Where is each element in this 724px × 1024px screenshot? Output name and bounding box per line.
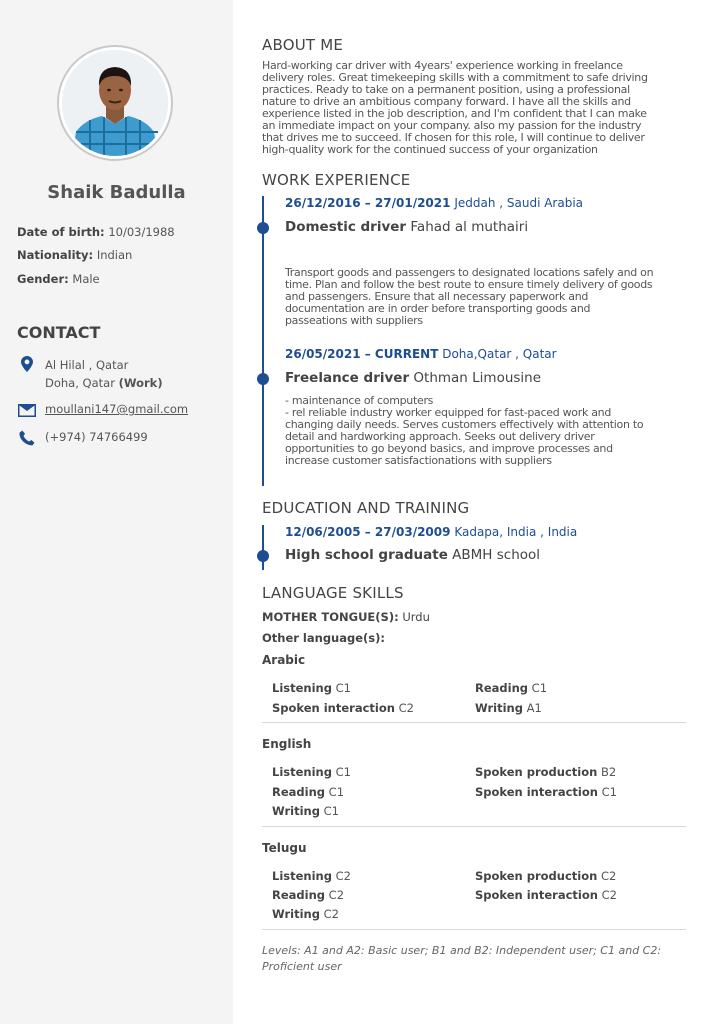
contact-email (17, 402, 188, 417)
skill-level: C2 (323, 907, 339, 921)
skill-label: Reading (475, 681, 529, 695)
language-english: English (262, 737, 312, 751)
divider (262, 929, 686, 930)
skill-label: Spoken production (475, 869, 598, 883)
nationality-value: Indian (96, 248, 133, 262)
about-line: delivery roles. Great timekeeping skills with a commitment to safe driving (262, 71, 648, 84)
skill-label: Listening (272, 681, 332, 695)
job-1-location: Jeddah , Saudi Arabia (454, 196, 584, 210)
phone-icon (17, 430, 37, 446)
timeline-dot (257, 550, 269, 562)
skill-label: Reading (272, 888, 326, 902)
job-1-line: passeations with suppliers (285, 314, 423, 327)
skill-level: C1 (531, 681, 548, 695)
job-2-title (285, 370, 541, 386)
other-languages-label: Other language(s): (262, 631, 385, 645)
phone-number: (+974) 74766499 (45, 430, 148, 444)
date-of-birth (17, 225, 175, 239)
telugu-spoken-production (475, 869, 616, 883)
envelope-icon (17, 404, 37, 417)
arabic-listening (272, 681, 351, 695)
language-heading: LANGUAGE SKILLS (262, 584, 404, 602)
job-1-title (285, 219, 528, 235)
telugu-writing (272, 907, 339, 921)
skill-level: C1 (323, 804, 339, 818)
job-2-line: detail and hardworking approach. Seeks out delivery driver (285, 430, 595, 443)
about-line: an immediate impact on your company. also my passion for the industry (262, 119, 642, 132)
language-arabic: Arabic (262, 653, 306, 667)
work-heading: WORK EXPERIENCE (262, 171, 411, 189)
job-2-line: increase customer satisfactionations with suppliers (285, 454, 552, 467)
job-1-employer: Fahad al muthairi (410, 219, 529, 235)
job-2-role: Freelance driver (285, 370, 410, 386)
skill-label: Spoken interaction (475, 888, 598, 902)
english-listening (272, 765, 351, 779)
gender-value: Male (72, 272, 100, 286)
timeline-dot (257, 222, 269, 234)
address-line-1: Al Hilal , Qatar (45, 358, 129, 372)
english-spoken-interaction (475, 785, 617, 799)
education-school: ABMH school (452, 547, 541, 563)
skill-level: C1 (335, 765, 351, 779)
mother-tongue-label: MOTHER TONGUE(S): (262, 610, 399, 624)
skill-label: Listening (272, 869, 332, 883)
skill-level: C2 (335, 869, 351, 883)
gender-label: Gender: (17, 272, 69, 286)
job-2-location: Doha,Qatar , Qatar (442, 347, 557, 361)
education-location: Kadapa, India , India (454, 525, 578, 539)
skill-level: C1 (328, 785, 345, 799)
about-paragraph (262, 60, 702, 156)
skill-level: C2 (398, 701, 414, 715)
education-timeline-line (262, 525, 264, 570)
mother-tongue-value: Urdu (402, 610, 430, 624)
skill-label: Writing (272, 907, 320, 921)
dob-label: Date of birth: (17, 225, 105, 239)
education-heading: EDUCATION AND TRAINING (262, 499, 470, 517)
job-1-line: documentation are in order before transporting goods and (285, 302, 591, 315)
job-1-line: time. Plan and follow the best route to ensure timely delivery of goods (285, 278, 653, 291)
job-2-line: changing daily needs. Serves customers effectively with attention to (285, 418, 644, 431)
education-date (285, 525, 577, 539)
skill-level: B2 (600, 765, 617, 779)
about-line: high-quality work for the continued success of your organization (262, 143, 598, 156)
skill-label: Spoken production (475, 765, 598, 779)
about-line: practices. Ready to take on a permanent position, using a professional (262, 83, 630, 96)
divider (262, 826, 686, 827)
job-2-date (285, 347, 557, 361)
skill-level: C2 (328, 888, 345, 902)
location-pin-icon (17, 356, 37, 372)
education-degree: High school graduate (285, 547, 448, 563)
job-1-date (285, 196, 583, 210)
skill-level: C2 (601, 888, 617, 902)
contact-phone (17, 430, 148, 446)
contact-address (17, 356, 163, 392)
skill-level: A1 (526, 701, 542, 715)
sidebar (0, 0, 233, 1024)
skill-label: Reading (272, 785, 326, 799)
timeline-dot (257, 373, 269, 385)
job-2-line: - maintenance of computers (285, 394, 434, 407)
work-timeline-line (262, 196, 264, 486)
about-heading: ABOUT ME (262, 36, 344, 54)
email-link[interactable]: moullani147@gmail.com (45, 402, 189, 416)
job-1-line: and passengers. Ensure that all necessary paperwork and (285, 290, 589, 303)
job-2-line: - rel reliable industry worker equipped for fast-paced work and (285, 406, 612, 419)
arabic-writing (475, 701, 542, 715)
profile-photo-frame (57, 45, 173, 161)
education-title (285, 547, 540, 563)
job-1-line: Transport goods and passengers to designated locations safely and on (285, 266, 654, 279)
telugu-spoken-interaction (475, 888, 617, 902)
english-reading (272, 785, 344, 799)
address-tag: (Work) (118, 376, 163, 390)
telugu-reading (272, 888, 344, 902)
job-2-line: opportunities to go beyond basics, and improve processes and (285, 442, 613, 455)
telugu-listening (272, 869, 351, 883)
skill-level: C1 (601, 785, 617, 799)
skill-label: Spoken interaction (272, 701, 395, 715)
education-date-range: 12/06/2005 – 27/03/2009 (285, 525, 451, 539)
job-1-date-range: 26/12/2016 – 27/01/2021 (285, 196, 451, 210)
profile-photo (62, 50, 168, 156)
other-languages (262, 631, 385, 645)
job-2-employer: Othman Limousine (413, 370, 542, 386)
arabic-spoken-interaction (272, 701, 414, 715)
address-line-2: Doha, Qatar (45, 376, 115, 390)
arabic-reading (475, 681, 547, 695)
contact-heading: CONTACT (17, 323, 101, 342)
nationality-label: Nationality: (17, 248, 94, 262)
skill-label: Writing (475, 701, 523, 715)
skill-label: Writing (272, 804, 320, 818)
nationality (17, 248, 132, 262)
about-line: Hard-working car driver with 4years' experience working in freelance (262, 59, 623, 72)
language-telugu: Telugu (262, 841, 307, 855)
about-line: nature to drive an ambitious company forward. I have all the skills and (262, 95, 631, 108)
english-writing (272, 804, 339, 818)
dob-value: 10/03/1988 (108, 225, 175, 239)
gender (17, 272, 100, 286)
job-1-role: Domestic driver (285, 219, 407, 235)
about-line: experience listed in the job description, and I'm confident that I can make (262, 107, 647, 120)
about-line: that drives me to succeed. If chosen for this role, I will continue to deliver (262, 131, 645, 144)
english-spoken-production (475, 765, 616, 779)
levels-note: Levels: A1 and A2: Basic user; B1 and B2: Independent user; C1 and C2: Proficient user (262, 944, 662, 973)
mother-tongue (262, 610, 430, 624)
skill-label: Spoken interaction (475, 785, 598, 799)
skill-level: C2 (600, 869, 617, 883)
job-2-date-range: 26/05/2021 – CURRENT (285, 347, 439, 361)
divider (262, 722, 686, 723)
job-1-description (285, 267, 703, 327)
job-2-description (285, 395, 703, 467)
skill-label: Listening (272, 765, 332, 779)
candidate-name: Shaik Badulla (47, 182, 186, 203)
skill-level: C1 (335, 681, 351, 695)
